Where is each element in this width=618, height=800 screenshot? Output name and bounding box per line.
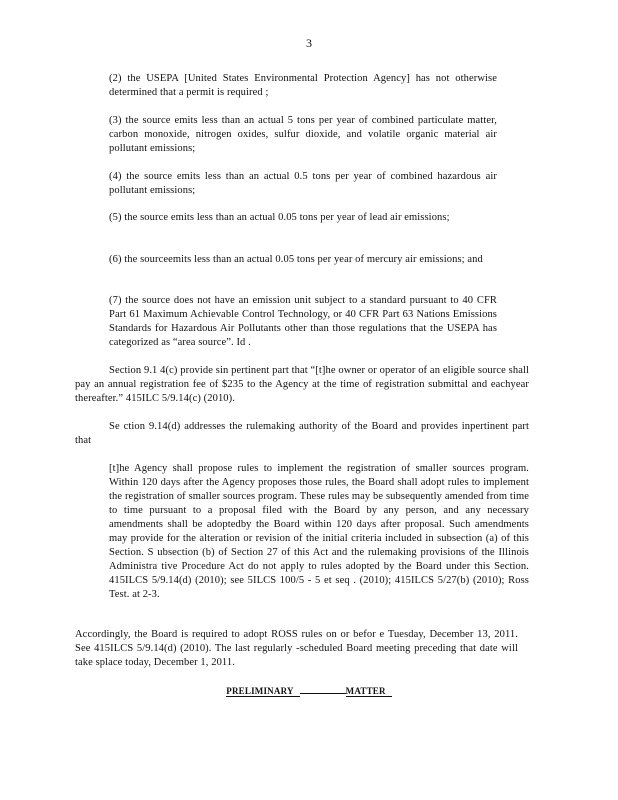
heading-spacer	[300, 693, 346, 694]
block-quote: [t]he Agency shall propose rules to implement the registration of smaller sources program. Within 120 days after the Agency proposes those rules, the Board shall adopt rules to implement the registration of smaller sources program. These rules may be subsequently amended from time to time pursuant to a proposal filed with the Board by any person, and any necessary amendments shall be adoptedby the Board within 120 days after proposal. Such amendments may provide for the alteration or revision of the initial criteria included in subsection (a) of this Section. S ubsection (b) of Section 27 of this Act and the rulemaking provisions of the Illinois Administra tive Procedure Act do not apply to rules adopted by the Board under this Section. 415ILCS 5/9.14(d) (2010); see 5ILCS 100/5 - 5 et seq . (2010); 415ILCS 5/27(b) (2010); Ross Test. at 2-3.	[109, 463, 529, 600]
list-item: (6) the sourceemits less than an actual 0.05 tons per year of mercury air emissions; and	[109, 254, 483, 265]
page-number: 3	[306, 36, 312, 50]
list-item: (5) the source emits less than an actual 0.05 tons per year of lead air emissions;	[109, 212, 450, 223]
list-item: (3) the source emits less than an actual 5 tons per year of combined particulate matter, carbon monoxide, nitrogen oxides, sulfur dioxide, and volatile organic material air pollutant emissions;	[109, 115, 497, 154]
section-heading	[0, 686, 618, 696]
list-item: (4) the source emits less than an actual 0.5 tons per year of combined hazardous air pollutant emissions;	[109, 171, 497, 196]
list-item: (7) the source does not have an emission unit subject to a standard pursuant to 40 CFR Part 61 Maximum Achievable Control Technology, or 40 CFR Part 63 Nations Emissions Standards for Hazardous Air Pollutants other than those regulations that the USEPA has categorized as “area source”. Id .	[109, 295, 497, 348]
closing-paragraph: Accordingly, the Board is required to adopt ROSS rules on or befor e Tuesday, December 13, 2011. See 415ILCS 5/9.14(d) (2010). The last regularly -scheduled Board meeting preceding that date will take splace today, December 1, 2011.	[75, 629, 518, 668]
heading-preliminary: PRELIMINARY	[226, 686, 299, 697]
heading-matter: MATTER	[346, 686, 392, 697]
section-914d-paragraph: Se ction 9.14(d) addresses the rulemaking authority of the Board and provides inpertinent part that	[75, 421, 529, 446]
section-914c-paragraph: Section 9.1 4(c) provide sin pertinent part that “[t]he owner or operator of an eligible source shall pay an annual registration fee of $235 to the Agency at the time of registration submittal and eachyear thereafter.” 415ILC 5/9.14(c) (2010).	[75, 365, 529, 404]
list-item: (2) the USEPA [United States Environmental Protection Agency] has not otherwise determined that a permit is required ;	[109, 73, 497, 98]
